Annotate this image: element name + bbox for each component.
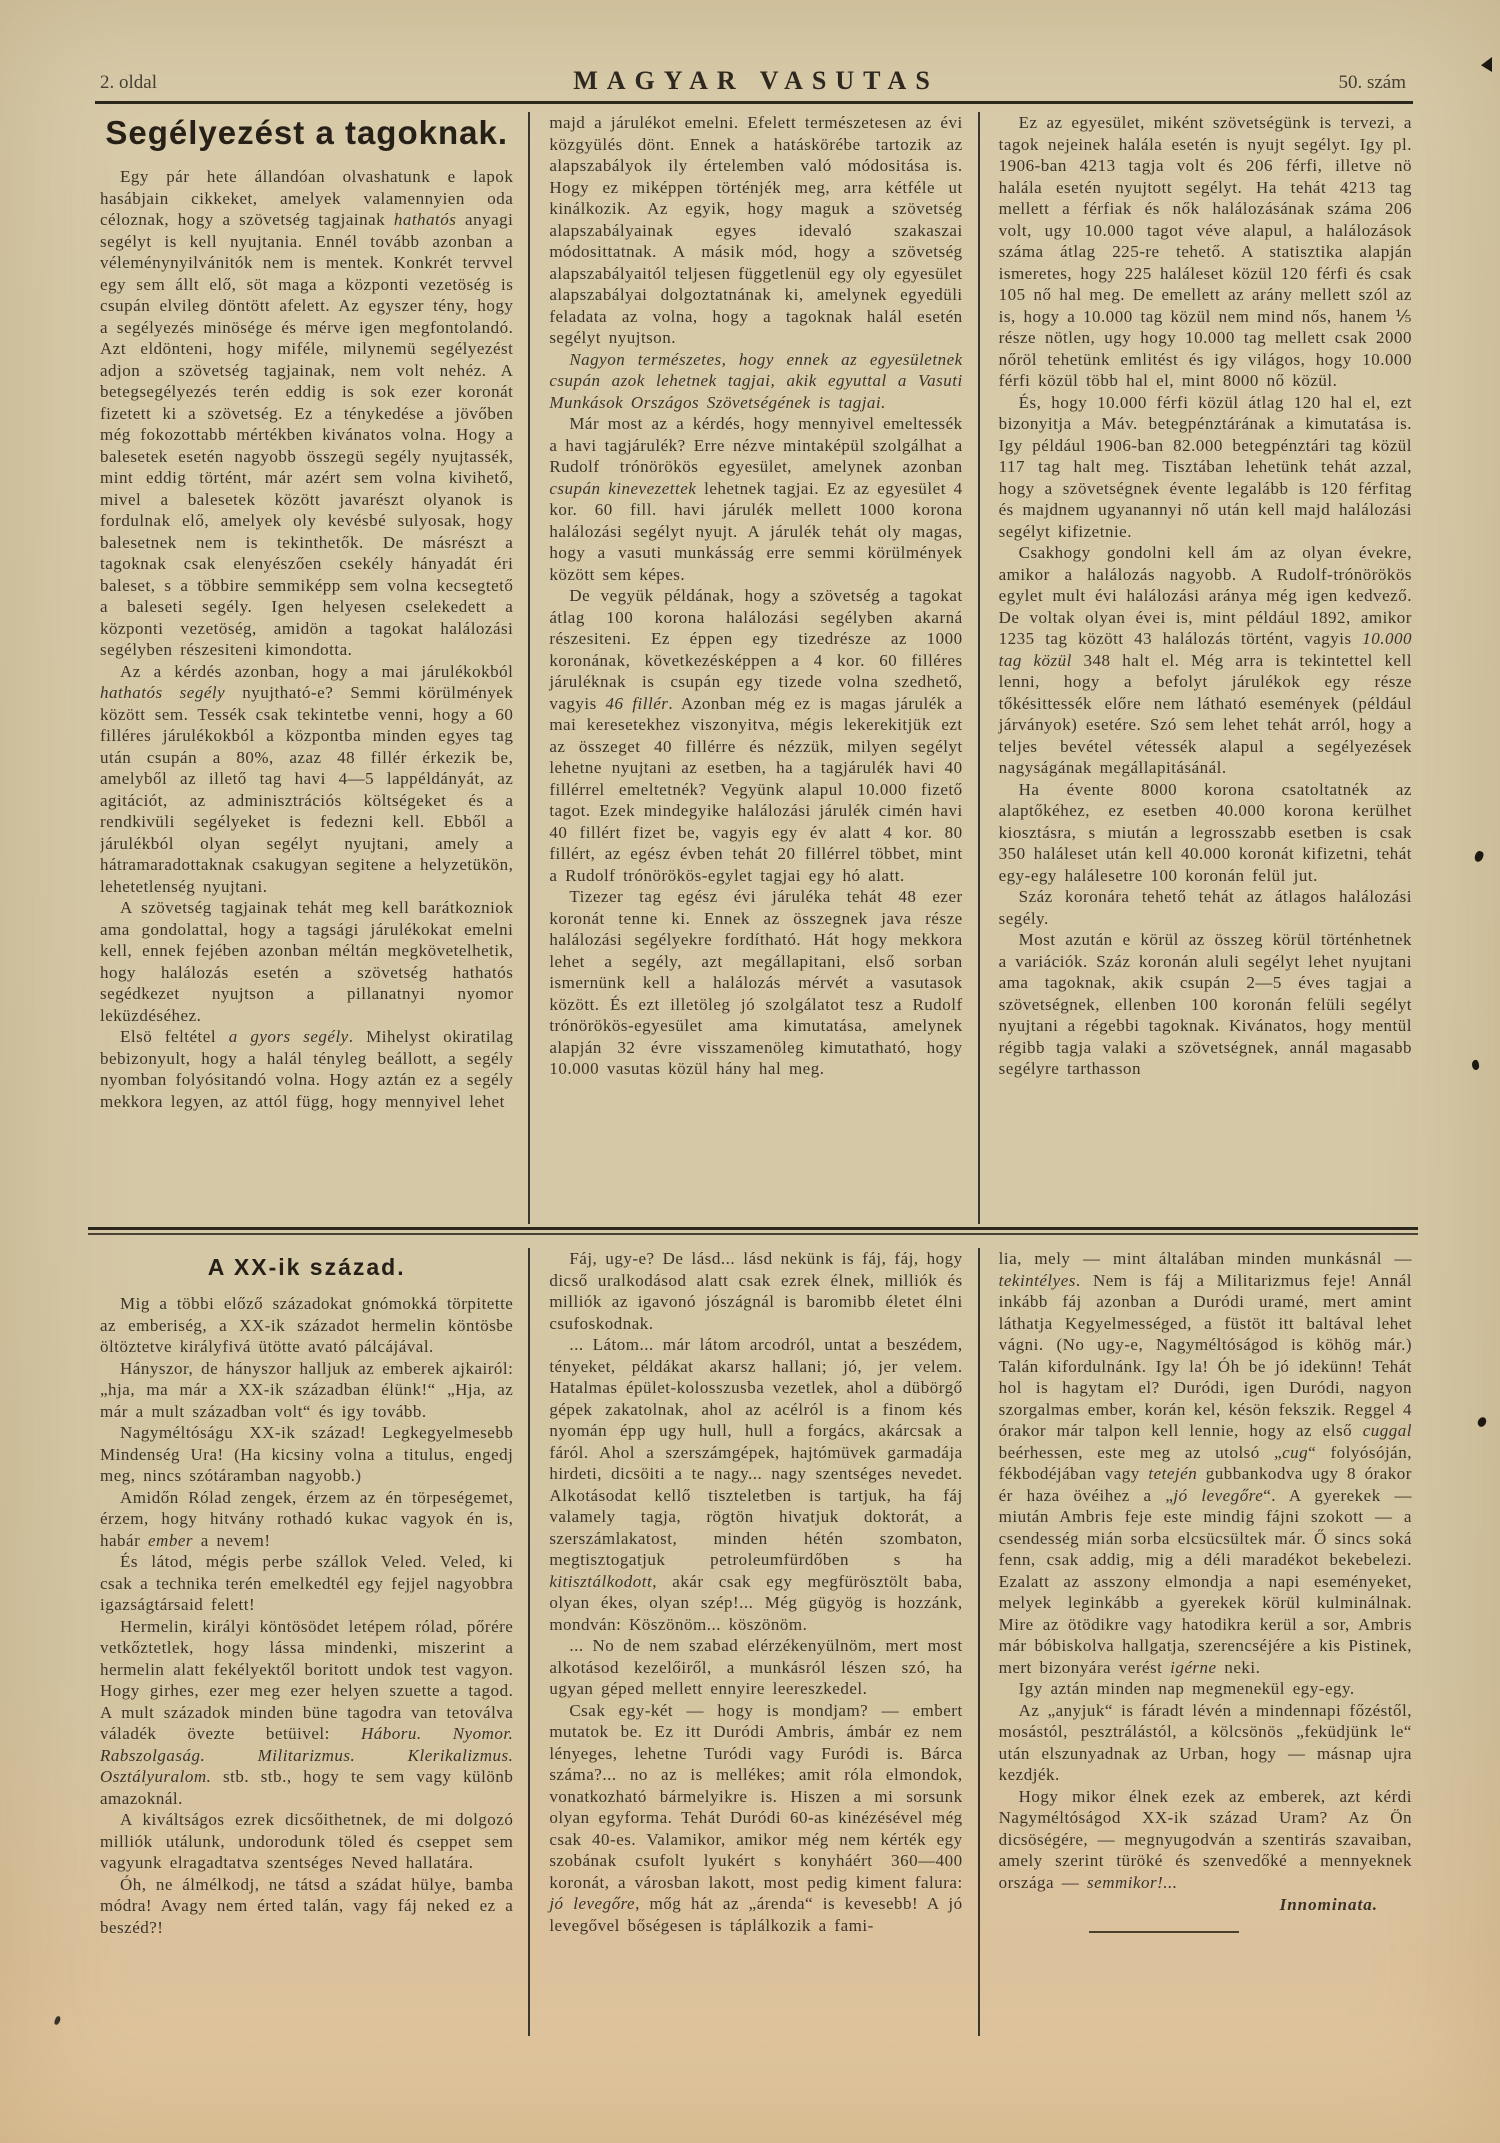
paragraph: Az „anyjuk“ is fáradt lévén a mindennapi főzéstől, mosástól, pesztrálástól, a kölcsönös „feküdjünk le“ után elszunyadnak az Urban, hogy — másnap ujra kezdjék. <box>998 1700 1412 1784</box>
header-rule <box>95 101 1413 104</box>
column-rule <box>528 112 530 1224</box>
paragraph: Csak egy-két — hogy is mondjam? — embert mutatok be. Ez itt Duródi Ambris, ámbár ez nem lényeges, lehetne Turódi vagy Furódi is. Bárca száma?... no az is mellékes; amit róla elmondok, vonatkozható bármelyikre is. Hiszen a mi sorsunk olyan egyforma. Tehát Duródi 60-as kinézésével még csak 40-es. Valamikor, amikor még nem kérték egy szobának csufolt lyukért s konyháért 360—400 koronát, a városban lakott, most pedig kiment falura: jó levegőre, mőg hát az „árenda“ is kevesebb! A jó levegővel bőségesen is táplálkozik a fami- <box>549 1700 963 1935</box>
paragraph: Fáj, ugy-e? De lásd... lásd nekünk is fáj, fáj, hogy dicső uralkodásod alatt csak ezrek élnek, milliók és milliók az igavonó jószágnál is baromibb életet élni csufoskodnak. <box>549 1249 963 1333</box>
paragraph: majd a járulékot emelni. Efelett természetesen az évi közgyülés dönt. Ennek a hatáskörébe tartozik az alapszabályok ily értelemben való módositása is. Hogy ez miképpen történjék meg, arra kétféle ut kinálkozik. Az egyik, hogy maguk a szövetség alapszabályainak egyes idevaló szakaszai módosittatnak. A másik mód, hogy a szövetség alapszabályaitól teljesen függetlenül egy oly egyesület alapszabályai dolgoztatnának ki, amelynek egyedüli feladata az volna, hogy a tagoknak halál esetén segélyt nyujtson. <box>549 113 963 347</box>
paragraph: Elsö feltétel a gyors segély. Mihelyst okiratilag bebizonyult, hogy a halál tényleg beállott, a segély nyomban folyósitandó volna. Hogy aztán ez a segély mekkora legyen, az attól függ, hogy mennyivel lehet <box>100 1027 514 1111</box>
top-column-3 <box>985 112 1412 1224</box>
scan-artifact <box>1471 1059 1480 1070</box>
paragraph: Ez az egyesület, miként szövetségünk is tervezi, a tagok nejeinek halála esetén is nyujt segélyt. Igy pl. 1906-ban 4213 tagja volt és 206 férfi, illetve nö halála esetén nyujtott segélyt. Ha tehát 4213 tag mellett a férfiak és nők halálozásának száma 206 volt, ugy 10.000 tagot véve alapul, a halálozások száma átlag 225-re tehető. A statisztika alapján ismeretes, hogy 225 haláleset közül 120 férfi és csak 105 nő hal meg. De emellett az arány mellett szól az is, hogy a 10.000 tag közül nem mind nős, hanem ⅕ része nötlen, ugy hogy 10.000 tag mellett csak 2000 nőröl tehetünk emlitést és igy világos, hogy 10.000 férfi közül több hal el, mint 8000 nő közül. <box>998 113 1412 390</box>
column-rule <box>978 112 980 1224</box>
article-headline-xx-szazad: A XX-ik század. <box>207 1254 406 1280</box>
paragraph: Hermelin, királyi köntösödet letépem rólad, pőrére vetkőztetlek, hogy lássa mindenki, miszerint a hermelin alatt fekélyektől boritott undok test vagyon. Hogy girhes, ezer meg ezer helyen szuette a tagod. A mult századok minden büne tagodra van tetoválva váladék övezte betüivel: Háboru. Nyomor. Rabszolgaság. Militarizmus. Klerikalizmus. Osztályuralom. stb. stb., hogy te sem vagy különb amazoknál. <box>100 1616 514 1808</box>
bottom-column-2 <box>535 1248 972 2036</box>
paragraph: lia, mely — mint általában minden munkásnál — tekintélyes. Nem is fáj a Militarizmus feje! Annál inkább fáj azonban a Duródi uramé, mert amint láthatja Kegyelmességed, a füstöt itt baltával lehet vágni. (No ugy-e, Nagyméltóságod is köhög már.) Talán kifordulnánk. Igy la! Óh be jó idekünn! Tehát hol is hagytam el? Duródi, igen Duródi, nagyon szorgalmas ember, korán kel, késön fekszik. Reggel 4 órakor már talpon kell lennie, hogy az első cuggal beérhessen, este meg az utolsó „cug“ folyósóján, fékbodéjában vagy tetején gubbankodva ugy 8 órakor ér haza övéihez a „jó levegőre“. A gyerekek — miután Ambris feje este mindig fájni szokott — a csendesség mián sorba elcsücsültek már. Ő sincs soká fenn, csak addig, mig a déli maradékot bekebelezi. Ezalatt az asszony elmondja a napi eseményeket, melyek leginkább a gyerekek körül kulminálnak. Mire az ötödikre vagy hatodikra kerül a sor, Ambris már bóbiskolva hallgatja, szerencséjére a kis Pistinek, mert bizonyára verést igérne neki. <box>998 1249 1412 1677</box>
top-column-2 <box>535 112 972 1224</box>
paragraph: A szövetség tagjainak tehát meg kell barátkozniok ama gondolattal, hogy a tagsági járulékokat emelni kell, ennek fejében azonban méltán megkövetelhetik, hogy halálozás esetén a szövetség hathatós segédkezet nyujtson a pillanatnyi nyomor leküzdéséhez. <box>100 898 514 1025</box>
paragraph: Óh, ne álmélkodj, ne tátsd a szádat hülye, bamba módra! Avagy nem érted talán, vagy fáj neked ez a beszéd?! <box>100 1874 514 1937</box>
column-rule <box>528 1248 530 2036</box>
bottom-column-3 <box>985 1248 1412 2036</box>
column-rule <box>978 1248 980 2036</box>
top-column-1 <box>100 112 523 1224</box>
paragraph: Száz koronára tehető tehát az átlagos halálozási segély. <box>998 887 1412 928</box>
paragraph: És látod, mégis perbe szállok Veled. Veled, ki csak a technika terén emelkedtél egy fejjel nagyobbra igazságtársaid felett! <box>100 1552 514 1614</box>
scan-artifact <box>1473 850 1484 863</box>
page-header <box>100 62 1412 96</box>
paragraph: ... Látom... már látom arcodról, untat a beszédem, tényeket, példákat akarsz hallani; jó, jer velem. Hatalmas épület-kolosszusba vezetlek, ahol a dübörgő gépek zakatolnak, ahol az acélról is a finom kés nyomán épp ugy hull, hull a forgács, akárcsak a fáról. Ahol a szerszámgépek, hajtómüvek garmadája hirdeti, dicsöiti a te nagy... nagy szentséges nevedet. Alkotásodat kellő tiszteletben is tartjuk, ha fáj valamely tagja, rögtön hivatjuk doktorát, a szerszámlakatost, minden hétén szombaton, megtisztogatjuk petroleumfürdőben s ha kitisztálkodott, akár csak egy megfürösztölt baba, olyan ékes, olyan szép!... Még gügyög is hozzánk, mondván: Köszönöm... köszönöm. <box>549 1335 963 1634</box>
article-body <box>100 166 513 1112</box>
paragraph: Hogy mikor élnek ezek az emberek, azt kérdi Nagyméltóságod XX-ik század Uram? Az Ön dicsöségére, — megnyugodván a szentirás szavaiban, amely szerint türöké és szenvedőké a mennyeknek országa — semmikor!... <box>998 1786 1412 1892</box>
article-headline-segelyezest: Segélyezést a tagoknak. <box>105 114 509 151</box>
paragraph: Ha évente 8000 korona csatoltatnék az alaptőkéhez, ez esetben 40.000 korona kerülhet kiosztásra, s miután a legrosszabb esetben is csak 350 haláleset után kell 40.000 koronát kifizetni, tehát egy-egy halálesetre 100 koronán felül jut. <box>998 779 1412 885</box>
top-article-section <box>100 112 1412 1224</box>
paragraph: Az a kérdés azonban, hogy a mai járulékokból hathatós segély nyujtható-e? Semmi körülmények között sem. Tessék csak tekintetbe venni, hogy a 60 filléres járulékokból a központba minden egyes tag után csupán a 80%, azaz 48 fillér érkezik be, amelyből az illető tag havi 4—5 lappéldányát, az agitációt, az adminisztrációs költségeket és a rendkivüli segélyeket is fedezni kell. Ebből a járulékból olyan segélyt nyujtani, amely a hátramaradottaknak csakugyan segitene a helyzetükön, lehetetlenség nyujtani. <box>100 661 514 896</box>
scan-artifact <box>1481 57 1492 72</box>
paragraph: ... No de nem szabad elérzékenyülnöm, mert most alkotásod kezelőiről, a munkásról lészen szó, ha ugyan géped mellett ennyire leereszkedel. <box>549 1636 963 1698</box>
scan-artifact <box>54 2015 62 2025</box>
bottom-column-1 <box>100 1248 523 2036</box>
paragraph: Tizezer tag egész évi járuléka tehát 48 ezer koronát tenne ki. Ennek az összegnek java része halálozási segélyekre fordítható. Hát hogy mekkora lehet a segély, azt megállapitani, első sorban ismernünk kell a halálozás mérvét a vasutasok között. És ezt illetöleg jó szolgálatot tesz a Rudolf trónörökös-egyesület ama kimutatása, amelynek alapján 32 évre visszamenöleg kimutatható, hogy 10.000 vasutas közül hány hal meg. <box>549 887 963 1078</box>
paragraph: A kiváltságos ezrek dicsőithetnek, de mi dolgozó milliók utálunk, undorodunk töled és cseppet sem vagyunk elragadtatva szentséges Neved hallatára. <box>100 1810 514 1872</box>
article-body <box>100 1293 513 1938</box>
paragraph: Igy aztán minden nap megmenekül egy-egy. <box>1018 1679 1355 1698</box>
paragraph: Már most az a kérdés, hogy mennyivel emeltessék a havi tagjárulék? Erre nézve mintaképül szolgálhat a Rudolf trónörökös egyesület, amelynek azonban csupán kinevezettek lehetnek tagjai. Ez az egyesület 4 kor. 60 fill. havi járulék mellett 1000 korona halálozási segélyt nyujt. A járulék tehát oly magas, hogy a vasuti munkásság erre semmi körülmények között sem képes. <box>549 414 963 584</box>
section-divider-rule <box>88 1227 1418 1235</box>
bottom-article-section <box>100 1248 1412 2036</box>
paragraph: És, hogy 10.000 férfi közül átlag 120 hal el, ezt bizonyitja a Máv. betegpénztárának a kimutatása is. Igy például 1906-ban 82.000 betegpénztári tag közül 117 tag halt meg. Tisztában lehetünk tehát azzal, hogy a szövetségnek évente legalább is 120 férfitag és majdnem ugyanannyi nő után kell majd halálozási segélyt kifizetnie. <box>998 392 1412 541</box>
scan-artifact <box>1476 1416 1488 1429</box>
article-body <box>999 1248 1412 1893</box>
article-body <box>549 1248 962 1936</box>
paragraph: Hányszor, de hányszor halljuk az emberek ajkairól: „hja, ma már a XX-ik században élünk!“ „Hja, az már a mult században volt“ és igy tovább. <box>100 1358 514 1421</box>
paragraph: Egy pár hete állandóan olvashatunk e lapok hasábjain cikkeket, amelyek valamennyien oda céloznak, hogy a szövetség tagjainak hathatós anyagi segélyt is kell nyujtania. Ennél tovább azonban a véleménynyilvánitók nem is mentek. Konkrét tervvel egy sem állt elő, söt maga a központi vezetöség is csupán elvileg döntött afelett. Az egyszer tény, hogy a segélyezés minösége és mérve igen megfontolandó. Azt eldönteni, hogy miféle, milynemü segélyezést adjon a szövetség tagjainak, nem volt nehéz. A betegsegélyezés terén eddig is sok ezer koronát fizetett ki a szövetség. Ez a ténykedése a jövőben még fokozottabb mértékben kivánatos volna. Hogy a balesetek esetén nagyobb összegü segély nyujtassék, mint eddig történt, már azért sem volna kivihető, mivel a balesetek között javarészt olyanok is fordulnak elő, amelyek oly kevésbé sulyosak, hogy balesetnek nem is tekinthetők. De másrészt a tagoknak csak elenyészően csekély hányadát éri baleset, s a többire semmiképp sem volna kecsegtető a baleseti segély. Igen helyesen cselekedett a központi vezetöség, amidön a tagokat halálozási segélyben részesiteni kimondotta. <box>100 167 514 659</box>
paragraph: Amidőn Rólad zengek, érzem az én törpeségemet, érzem, hogy hitvány rothadó kukac vagyok én is, habár ember a nevem! <box>100 1487 514 1550</box>
article-body <box>549 112 962 1080</box>
paragraph: Nagyméltóságu XX-ik század! Legkegyelmesebb Mindenség Ura! (Ha kicsiny volna a titulus, engedj meg, nincs szótáramban nagyobb.) <box>100 1423 514 1485</box>
page-number: 2. oldal <box>100 72 157 93</box>
author-signature: Innominata. <box>1279 1895 1378 1914</box>
issue-number: 50. szám <box>1338 72 1406 93</box>
paragraph: Most azután e körül az összeg körül történhetnek a variációk. Száz koronán aluli segélyt lehet nyujtani ama tagoknak, akik csupán 2—5 éves tagjai a szövetségnek, ellenben 100 koronán felüli segélyt nyujtani a régebbi tagoknak. Kivánatos, hogy mentül régibb tagja valaki a szövetségnek, annál magasabb segélyre tarthasson <box>998 930 1412 1078</box>
paragraph: De vegyük példának, hogy a szövetség a tagokat átlag 100 korona halálozási segélyben akarná részesiteni. Ez éppen egy tizedrésze az 1000 koronának, következésképpen a 4 kor. 60 filléres járuléknak is csupán egy tizede volna szedhető, vagyis 46 fillér. Azonban még ez is magas járulék a mai keresetekhez viszonyitva, mégis lekerekitjük ezt az összeget 40 fillérre és nézzük, milyen segélyt lehetne nyujtani az esetben, ha a tagjárulék havi 40 fillérrel emeltetnék? Vegyünk alapul 10.000 fizető tagot. Ezek mindegyike halálozási járulék cimén havi 40 fillért fizet be, vagyis egy év alatt 4 kor. 80 fillért, az egész évben tehát 20 fillérrel többet, mint a Rudolf trónörökös-egylet tagjai egy hó alatt. <box>549 586 963 885</box>
article-body <box>999 112 1412 1080</box>
paragraph: Nagyon természetes, hogy ennek az egyesületnek csupán azok lehetnek tagjai, akik egyuttal a Vasuti Munkások Országos Szövetségének is tagjai. <box>549 349 963 412</box>
article-end-rule <box>1089 1931 1239 1933</box>
paragraph: Mig a többi előző századokat gnómokká törpitette az emberiség, a XX-ik századot hermelin köntösbe öltöztetve királyfivá ütötte avató pálcájával. <box>100 1294 514 1356</box>
masthead-title: MAGYAR VASUTAS <box>573 66 939 95</box>
paragraph: Csakhogy gondolni kell ám az olyan évekre, amikor a halálozás nagyobb. A Rudolf-trónörökös egylet mult évi halálozási aránya még igen kedvező. De voltak olyan évei is, mint például 1892, amikor 1235 tag között 43 halálozás történt, vagyis 10.000 tag közül 348 halt el. Még arra is tekintettel kell lenni, hogy a befolyt járulékok egy része tőkésittessék előre nem látható események (például járványok) esetére. Szó sem lehet tehát arról, hogy a teljes bevétel vétessék alapul a segélyezések nagyságának megállapitásánál. <box>998 543 1412 777</box>
